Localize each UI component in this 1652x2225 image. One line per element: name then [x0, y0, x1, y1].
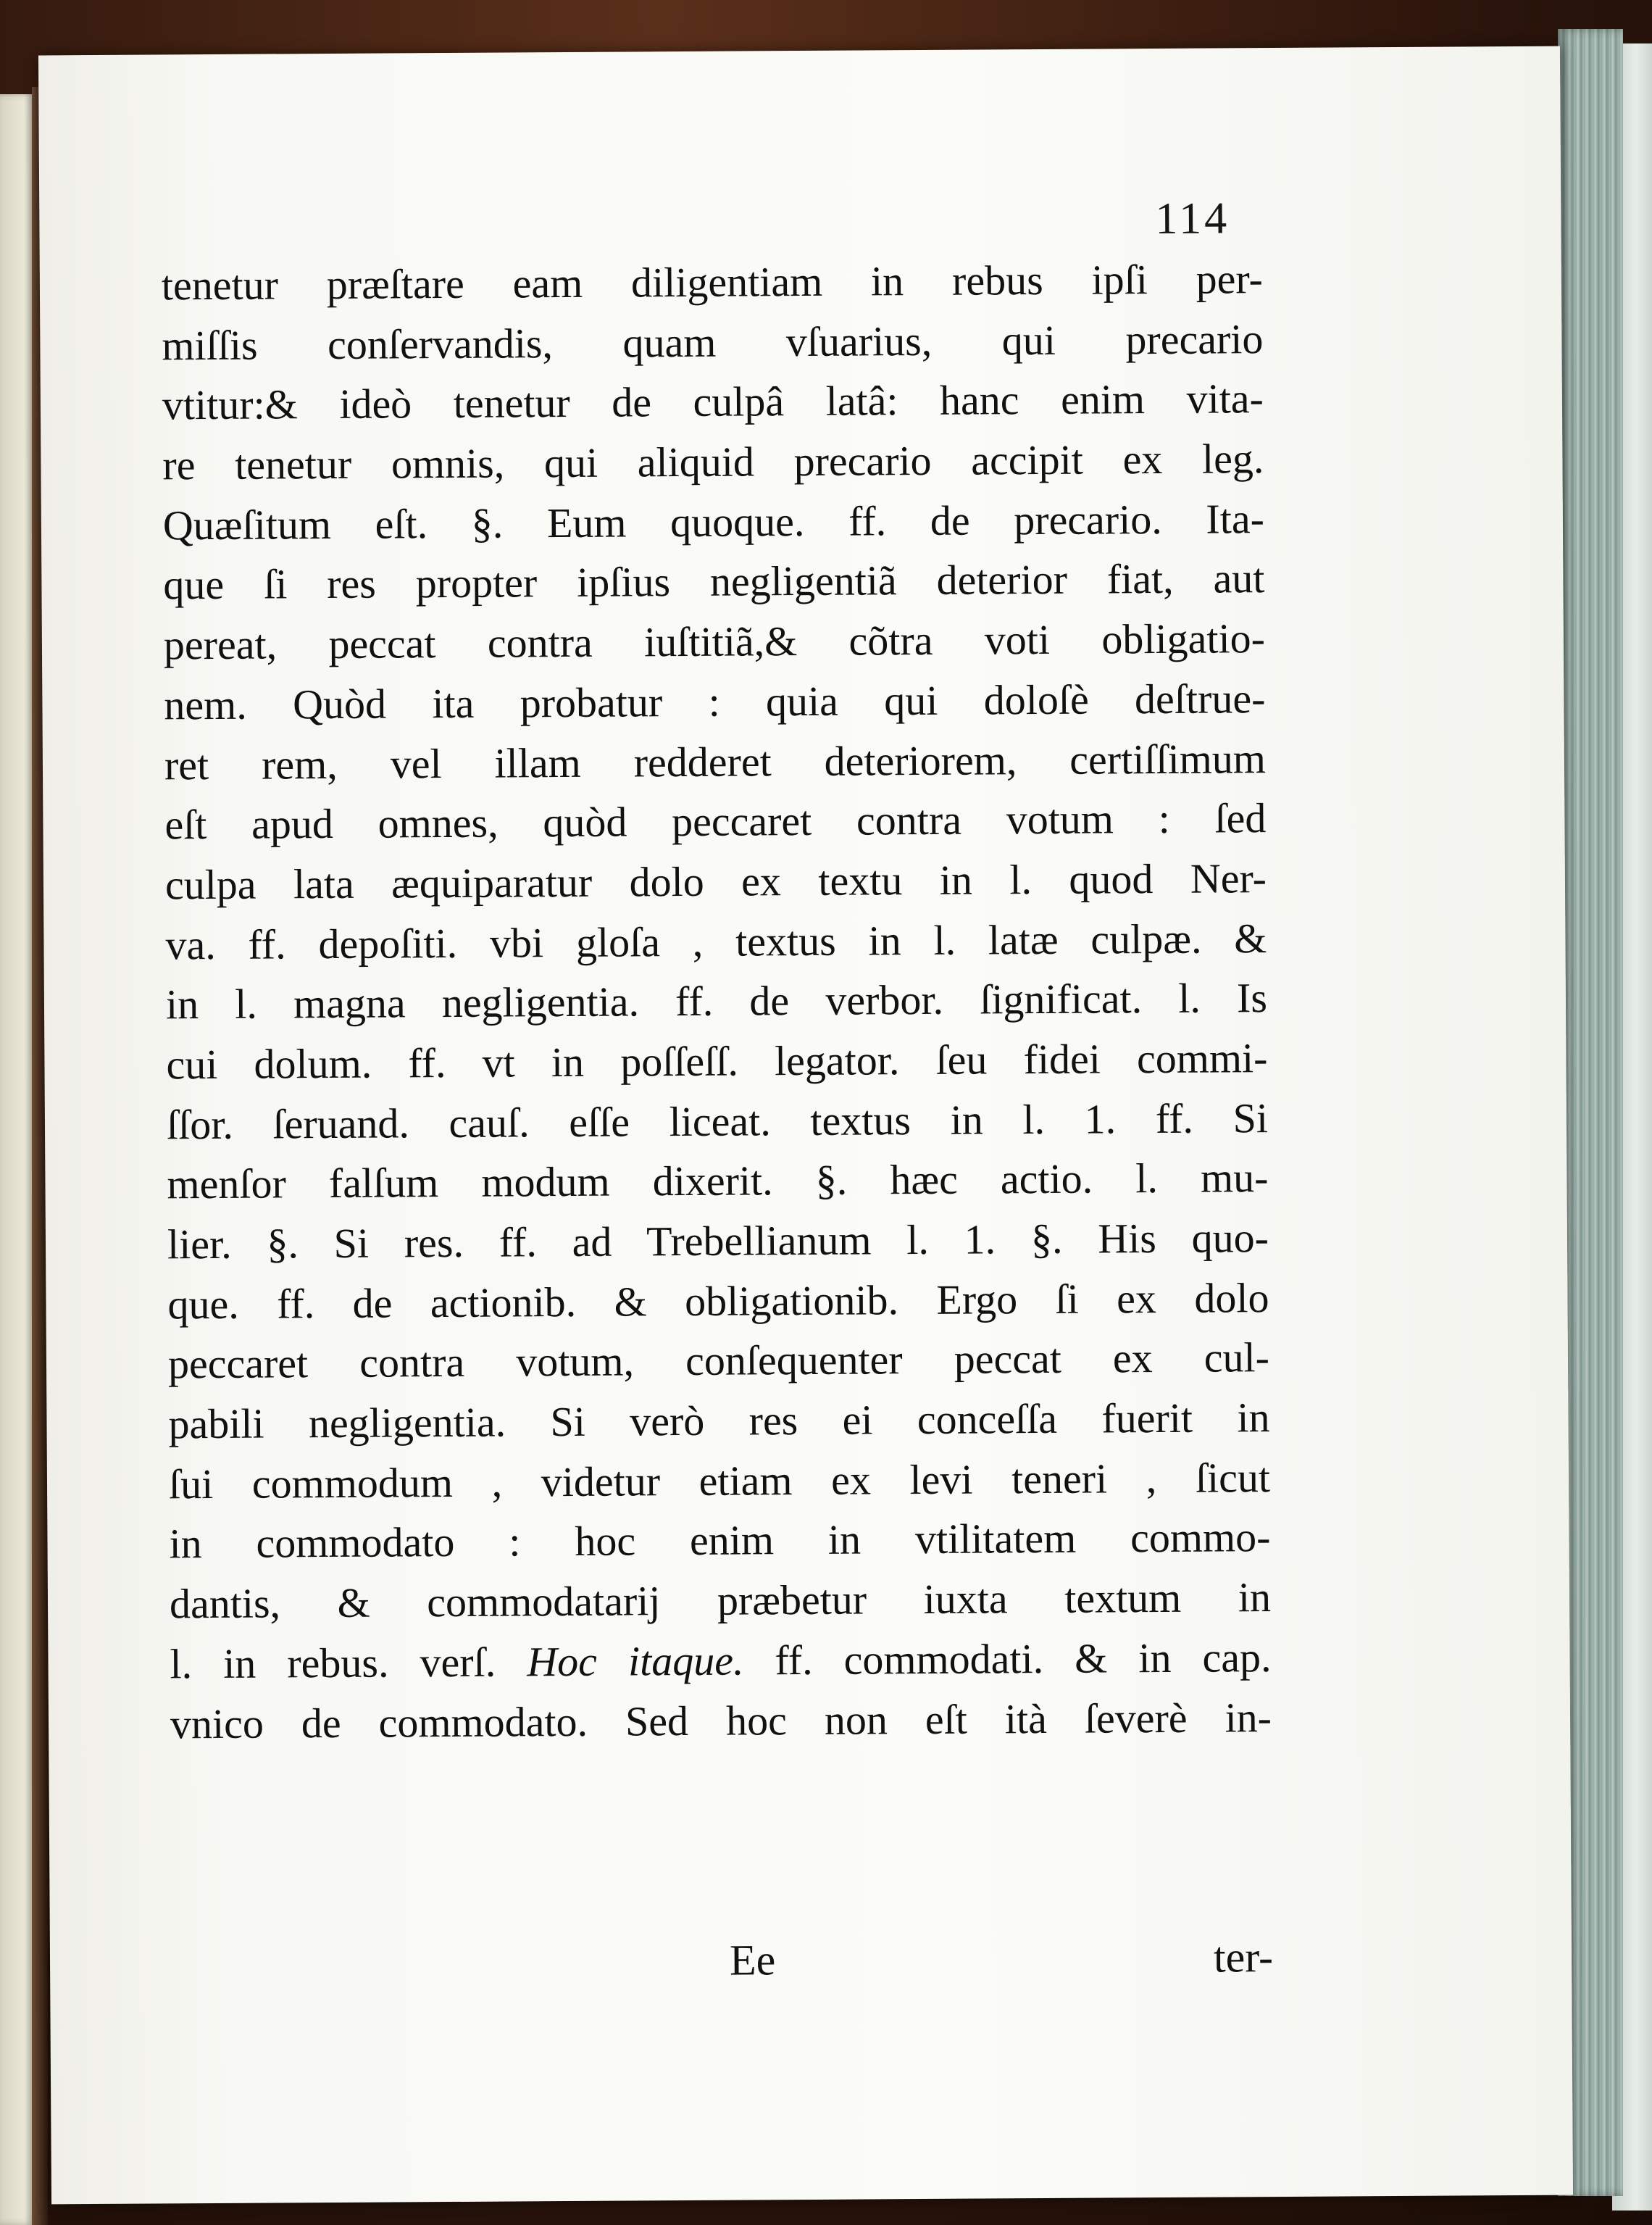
text-segment: l. in rebus. verſ.	[170, 1638, 527, 1688]
page-number: 114	[1155, 194, 1230, 244]
text-line: que ſi res propter ipſius negligentiã deterior fiat, aut	[163, 554, 1265, 609]
catchword: ter-	[1213, 1933, 1274, 1981]
text-line: lier. §. Si res. ff. ad Trebellianum l. 1. §. His quo-	[167, 1214, 1269, 1268]
text-line: vnico de commodato. Sed hoc non eſt ità ſeverè in-	[170, 1693, 1272, 1747]
text-line: que. ff. de actionib. & obligationib. Ergo ſi ex dolo	[167, 1273, 1269, 1328]
text-line: cui dolum. ff. vt in poſſeſſ. legator. ſeu fidei commi-	[166, 1034, 1268, 1089]
body-text	[162, 249, 1272, 1754]
text-segment: ff. commodati. & in cap.	[743, 1633, 1272, 1684]
text-line: vtitur:& ideò tenetur de culpâ latâ: hanc enim vita-	[162, 375, 1264, 429]
text-line: culpa lata æquiparatur dolo ex textu in l. quod Ner-	[164, 854, 1267, 909]
text-line: re tenetur omnis, qui aliquid precario accipit ex leg.	[162, 435, 1264, 489]
page-footer	[172, 1932, 1274, 2004]
book-page	[38, 46, 1573, 2205]
text-line: ret rem, vel illam redderet deteriorem, certiſſimum	[164, 734, 1267, 789]
text-line: Quæſitum eſt. §. Eum quoque. ff. de precario. Ita-	[162, 494, 1265, 549]
text-line: ſſor. ſeruand. cauſ. eſſe liceat. textus in l. 1. ff. Si	[166, 1094, 1269, 1149]
text-line: eſt apud omnes, quòd peccaret contra votum : ſed	[164, 794, 1267, 849]
text-line: pereat, peccat contra iuſtitiã,& cõtra voti obligatio-	[163, 615, 1266, 669]
text-line: tenetur præſtare eam diligentiam in rebus ipſi per-	[161, 255, 1264, 309]
text-line: dantis, & commodatarij præbetur iuxta textum in	[169, 1573, 1272, 1628]
text-line: menſor falſum modum dixerit. §. hæc actio. l. mu-	[167, 1154, 1269, 1208]
text-line: in l. magna negligentia. ff. de verbor. ſignificat. l. Is	[165, 974, 1268, 1028]
text-line: nem. Quòd ita probatur : quia qui doloſè deſtrue-	[164, 674, 1266, 729]
text-line: in commodato : hoc enim in vtilitatem commo-	[169, 1513, 1271, 1568]
text-line: peccaret contra votum, conſequenter peccat ex cul-	[167, 1334, 1270, 1388]
text-line: miſſis conſervandis, quam vſuarius, qui precario	[162, 315, 1264, 370]
signature-mark: Ee	[729, 1936, 776, 1984]
text-line: ſui commodum , videtur etiam ex levi teneri , ſicut	[168, 1453, 1271, 1508]
text-line-with-italic	[170, 1628, 1271, 1694]
text-line: va. ff. depoſiti. vbi gloſa , textus in l. latæ culpæ. &	[165, 914, 1267, 968]
text-line: pabili negligentia. Si verò res ei conceſſa fuerit in	[168, 1394, 1270, 1448]
previous-page-edge	[0, 94, 35, 2225]
italic-text: Hoc itaque.	[527, 1636, 744, 1686]
